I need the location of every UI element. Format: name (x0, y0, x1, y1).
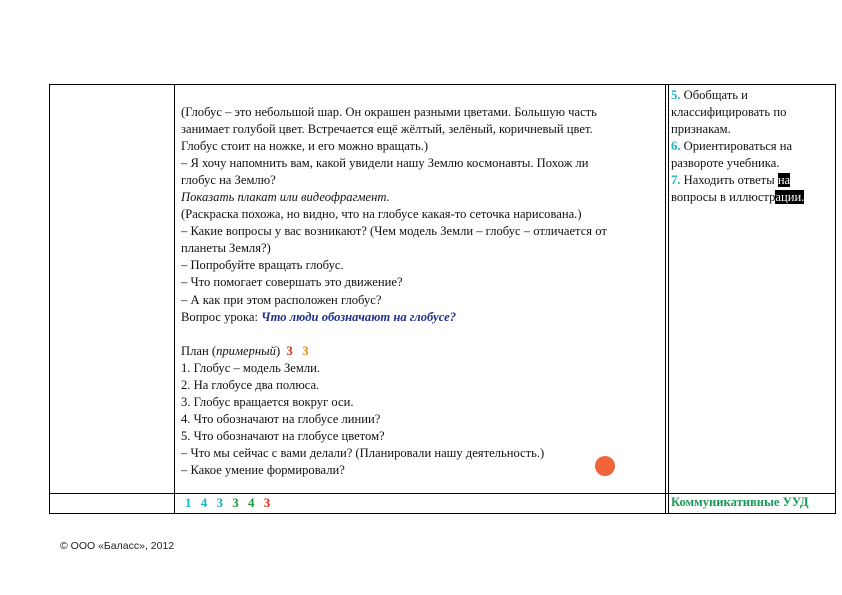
lesson-line: – Какие вопросы у вас возникают? (Чем модель Земли – глобус – отличается от (181, 224, 607, 239)
question-label: Вопрос урока: (181, 309, 258, 324)
plan-item: – Что мы сейчас с вами делали? (Планировали нашу деятельность.) (181, 445, 545, 460)
plan-suffix: ) (275, 343, 281, 358)
skill-text: развороте учебника. (671, 156, 780, 171)
level-number: 3 (216, 495, 224, 510)
skill-text: Ориентироваться на (683, 139, 793, 154)
table-top-border (49, 84, 836, 85)
orange-dot-marker (595, 456, 615, 476)
copyright-footer: © ООО «Баласс», 2012 (60, 540, 175, 552)
plan-item: 4. Что обозначают на глобусе линии? (181, 411, 381, 426)
plan-item: 1. Глобус – модель Земли. (181, 360, 321, 375)
lesson-line: занимает голубой цвет. Встречается ещё жёлтый, зелёный, коричневый цвет. (181, 122, 593, 137)
lesson-line: – Попробуйте вращать глобус. (181, 258, 344, 273)
lesson-line: планеты Земля?) (181, 241, 271, 256)
level-number: 3 (232, 495, 240, 510)
level-numbers (185, 495, 276, 511)
level-number: 1 (185, 495, 192, 510)
lesson-question (181, 309, 671, 326)
plan-item: 3. Глобус вращается вокруг оси. (181, 394, 354, 409)
plan-item: – Какое умение формировали? (181, 462, 345, 477)
plan-number-orange: 3 (302, 343, 309, 358)
table-left-border (49, 84, 50, 514)
highlighted-text: на (777, 173, 791, 188)
question-text: Что люди обозначают на глобусе? (261, 309, 457, 324)
lesson-line: глобус на Землю? (181, 173, 276, 188)
lesson-line: (Раскраска похожа, но видно, что на глобусе какая-то сеточка нарисована.) (181, 207, 582, 222)
table-col-divider-1 (174, 84, 175, 514)
highlighted-text: ации. (775, 190, 805, 205)
skill-item-5 (671, 87, 829, 104)
table-right-border (835, 84, 836, 514)
plan-heading (181, 343, 671, 360)
table-bottom-border (49, 513, 836, 514)
skill-text: Обобщать и (683, 88, 748, 102)
skill-text: Находить ответы (683, 173, 775, 188)
skills-column (671, 87, 829, 206)
level-number: 4 (200, 495, 208, 510)
lesson-instruction: Показать плакат или видеофрагмент. (181, 190, 390, 205)
level-number: 3 (263, 495, 271, 510)
lesson-line: – А как при этом расположен глобус? (181, 292, 382, 307)
skill-text: признакам. (671, 122, 731, 137)
skill-item-7 (671, 172, 829, 189)
plan-item: 2. На глобусе два полюса. (181, 377, 320, 392)
table-row-divider (49, 493, 836, 494)
skill-item-6 (671, 138, 829, 155)
plan-item: 5. Что обозначают на глобусе цветом? (181, 428, 385, 443)
lesson-line: Глобус стоит на ножке, и его можно вращать.) (181, 139, 429, 154)
lesson-content (181, 104, 671, 479)
level-number: 4 (248, 495, 255, 510)
lesson-line: – Что помогает совершать это движение? (181, 275, 403, 290)
lesson-line: (Глобус – это небольшой шар. Он окрашен разными цветами. Большую часть (181, 105, 597, 119)
skill-number: 6. (671, 139, 681, 154)
spacer (181, 326, 671, 343)
lesson-line: – Я хочу напомнить вам, какой увидели нашу Землю космонавты. Похож ли (181, 156, 589, 171)
skill-number: 7. (671, 173, 681, 188)
skill-number: 5. (671, 88, 681, 102)
communicative-label: Коммуникативные УУД (671, 495, 809, 509)
skill-text: классифицировать по (671, 105, 787, 120)
skill-text: вопросы в иллюстр (671, 190, 776, 205)
plan-number-red: 3 (286, 343, 293, 358)
plan-italic: примерный (216, 343, 276, 358)
plan-prefix: План ( (181, 343, 217, 358)
skill-text-line (671, 189, 829, 206)
